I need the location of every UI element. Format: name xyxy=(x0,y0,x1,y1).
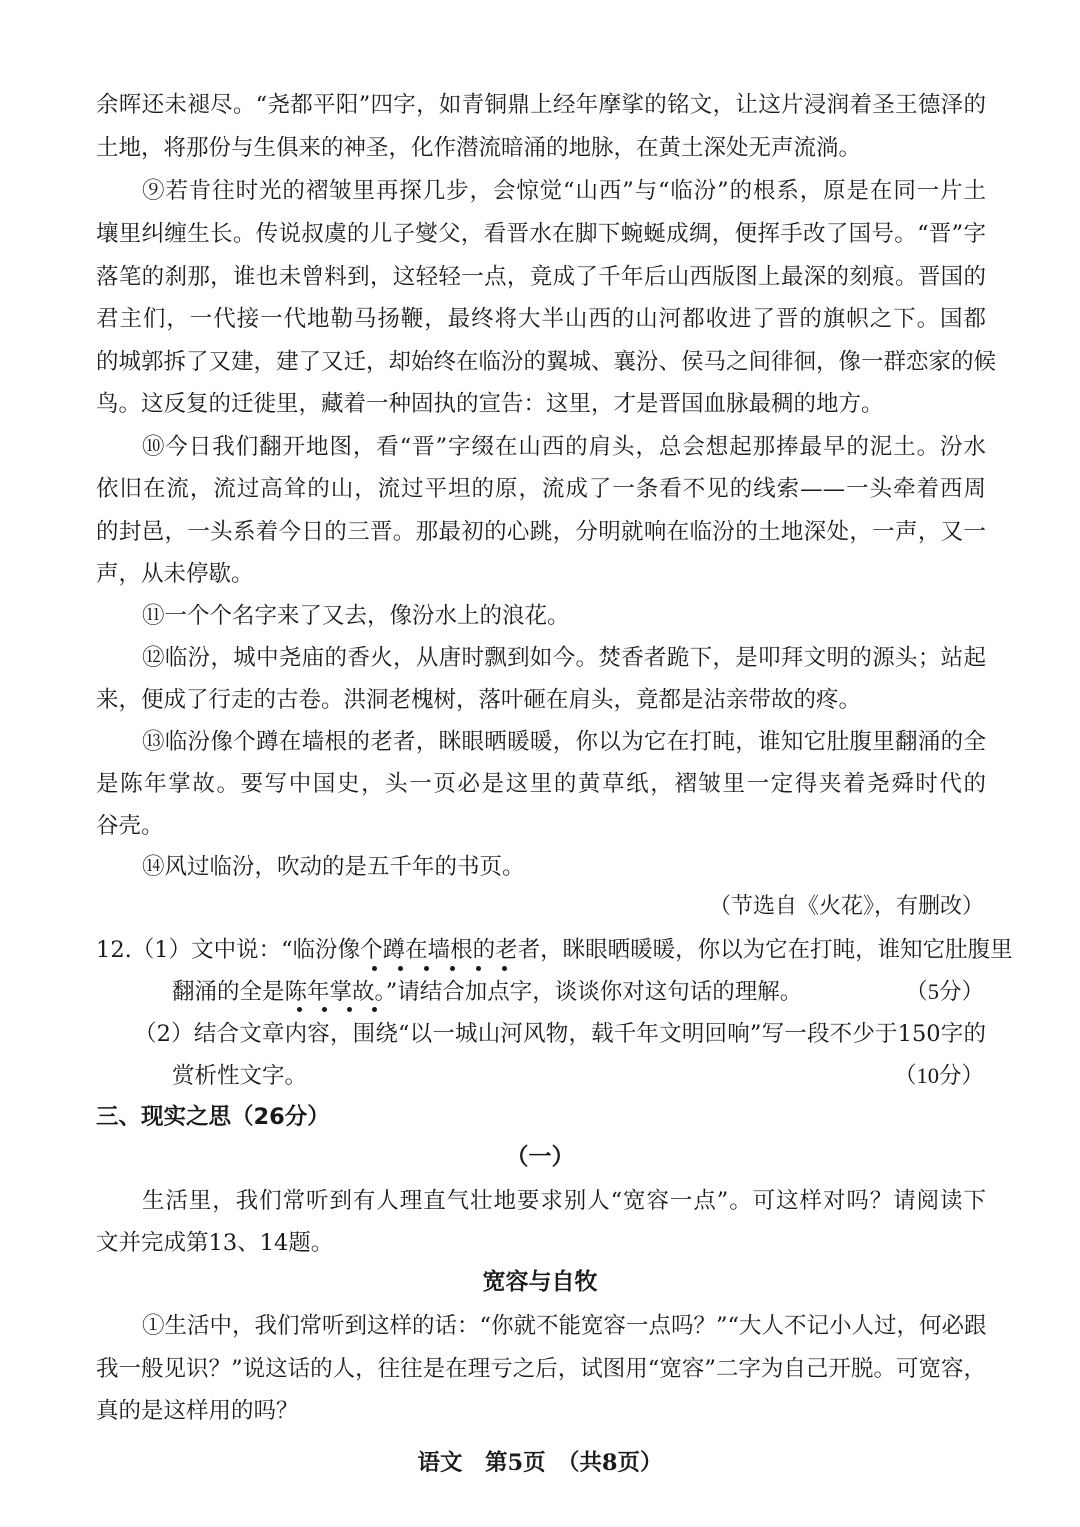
emphasis-dot xyxy=(297,1007,302,1012)
intro-line: 生活里，我们常听到有人理直气壮地要求别人“宽容一点”。可这样对吗？请阅读下 xyxy=(142,1188,986,1214)
passage-line: 是陈年掌故。要写中国史，头一页必是这里的黄草纸，褶皱里一定得夹着尧舜时代的 xyxy=(96,771,986,797)
emphasis-dot xyxy=(398,966,403,971)
emphasis-dot xyxy=(476,966,481,971)
passage-line: 土地，将那份与生俱来的神圣，化作潜流暗涌的地脉，在黄土深处无声流淌。 xyxy=(96,135,862,161)
question-12-part1-score: （5分） xyxy=(905,979,984,1004)
question-12-part2-cont: 赏析性文字。 xyxy=(172,1063,308,1089)
question-12-part2-score: （10分） xyxy=(893,1063,984,1088)
passage-line: 谷壳。 xyxy=(96,813,164,839)
intro-line: 文并完成第13、14题。 xyxy=(96,1230,334,1256)
passage-line: 余晖还未褪尽。“尧都平阳”四字，如青铜鼎上经年摩挲的铭文，让这片浸润着圣王德泽的 xyxy=(96,92,986,118)
passage-line: 的城郭拆了又建，建了又迁，却始终在临汾的翼城、襄汾、侯马之间徘徊，像一群恋家的候 xyxy=(96,349,997,375)
question-12-part2: （2）结合文章内容，围绕“以一城山河风物，载千年文明回响”写一段不少于150字的 xyxy=(134,1021,986,1047)
passage-line: 声，从未停歇。 xyxy=(96,561,254,587)
paragraph-10-start: ⑩今日我们翻开地图，看“晋”字缀在山西的肩头，总会想起那捧最早的泥土。汾水 xyxy=(142,434,986,460)
passage-line: 的封邑，一头系着今日的三晋。那最初的心跳，分明就响在临汾的土地深处，一声，又一 xyxy=(96,519,986,545)
emphasis-dot xyxy=(322,1007,327,1012)
section-subtitle: （一） xyxy=(505,1143,575,1170)
paragraph-11: ⑪一个个名字来了又去，像汾水上的浪花。 xyxy=(142,603,570,629)
paragraph-12-start: ⑫临汾，城中尧庙的香火，从唐时飘到如今。焚香者跪下，是叩拜文明的源头；站起 xyxy=(142,645,986,671)
passage-line: 依旧在流，流过高耸的山，流过平坦的原，流成了一条看不见的线索——一头牵着西周 xyxy=(96,476,986,502)
passage-line: 君主们，一代接一代地勒马扬鞭，最终将大半山西的山河都收进了晋的旗帜之下。国都 xyxy=(96,306,986,332)
article-line: 我一般见识？”说这话的人，往往是在理亏之后，试图用“宽容”二字为自己开脱。可宽容， xyxy=(96,1356,986,1382)
question-12-part1-cont: 翻涌的全是陈年掌故。”请结合加点字，谈谈你对这句话的理解。 xyxy=(172,979,803,1005)
emphasis-dot xyxy=(372,966,377,971)
section-title: 三、现实之思（26分） xyxy=(96,1104,330,1130)
article-line: 真的是这样用的吗？ xyxy=(96,1398,299,1424)
emphasis-dot xyxy=(347,1007,352,1012)
emphasis-dot xyxy=(502,966,507,971)
page-footer: 语文 第5页 （共8页） xyxy=(417,1450,663,1476)
article-line: ①生活中，我们常听到这样的话：“你就不能宽容一点吗？”“大人不记小人过，何必跟 xyxy=(142,1313,987,1339)
passage-line: 来，便成了行走的古卷。洪洞老槐树，落叶砸在肩头，竟都是沾亲带故的疼。 xyxy=(96,687,862,713)
question-12-part1: 12.（1）文中说：“临汾像个蹲在墙根的老者，眯眼晒暖暖，你以为它在打盹，谁知它肚腹里 xyxy=(96,937,1013,963)
passage-line: 壤里纠缠生长。传说叔虞的儿子燮父，看晋水在脚下蜿蜒成绸，便挥手改了国号。“晋”字 xyxy=(96,221,986,247)
emphasis-dot xyxy=(372,1007,377,1012)
passage-line: 落笔的刹那，谁也未曾料到，这轻轻一点，竟成了千年后山西版图上最深的刻痕。晋国的 xyxy=(96,264,986,290)
paragraph-13-start: ⑬临汾像个蹲在墙根的老者，眯眼晒暖暖，你以为它在打盹，谁知它肚腹里翻涌的全 xyxy=(142,729,986,755)
emphasis-dot xyxy=(424,966,429,971)
emphasis-dot xyxy=(450,966,455,971)
paragraph-14: ⑭风过临汾，吹动的是五千年的书页。 xyxy=(142,854,525,880)
source-citation: （节选自《火花》，有删改） xyxy=(708,894,984,919)
paragraph-9-start: ⑨若肯往时光的褶皱里再探几步，会惊觉“山西”与“临汾”的根系，原是在同一片土 xyxy=(142,178,986,204)
article-title: 宽容与自牧 xyxy=(482,1268,598,1295)
passage-line: 鸟。这反复的迁徙里，藏着一种固执的宣告：这里，才是晋国血脉最稠的地方。 xyxy=(96,391,884,417)
